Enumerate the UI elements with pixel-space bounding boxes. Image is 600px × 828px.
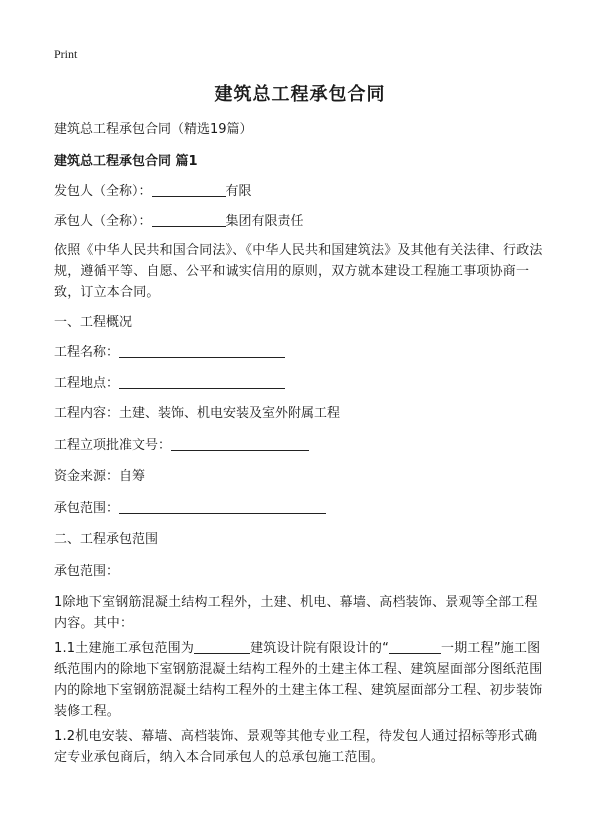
section-heading: 建筑总工程承包合同 篇1: [54, 154, 198, 169]
party-b-suffix: 集团有限责任: [225, 214, 304, 229]
party-b-blank: [152, 213, 226, 227]
item-1-1-blank-2: [389, 640, 441, 654]
document-title: 建筑总工程承包合同: [214, 84, 386, 105]
party-b-label: 承包人（全称）：: [54, 214, 152, 229]
scope-label: 承包范围：: [54, 501, 120, 516]
party-b-line: [54, 213, 304, 231]
item-1-1-part-c: 一期工程”施工图纸范围内的除地下室钢筋混凝土结构工程外的土建主体工程、建筑屋面部分图纸范围内的除地下室钢筋混凝土结构工程外的土建主体工程、建筑屋面部分工程、初步装饰装修工程。: [54, 641, 543, 719]
approval-blank: [171, 437, 309, 451]
approval-line: [54, 437, 309, 455]
party-a-blank: [152, 183, 226, 197]
part1-heading: 一、工程概况: [54, 315, 133, 330]
project-name-label: 工程名称：: [54, 345, 120, 360]
item-1-1: [54, 638, 550, 722]
item-1-1-part-b: 建筑设计院有限设计的“: [250, 641, 390, 656]
item-1-2: 1.2机电安装、幕墙、高档装饰、景观等其他专业工程，待发包人通过招标等形式确定专业承包商后，纳入本合同承包人的总承包施工范围。: [54, 729, 538, 765]
project-site-line: [54, 375, 285, 393]
item-1-1-blank-1: [194, 640, 250, 654]
party-a-line: [54, 183, 252, 201]
document-subtitle: 建筑总工程承包合同（精选19篇）: [54, 122, 253, 137]
item-1-1-part-a: 1.1土建施工承包范围为: [54, 641, 195, 656]
scope-label-2: 承包范围：: [54, 564, 120, 579]
party-a-label: 发包人（全称）：: [54, 184, 152, 199]
project-site-label: 工程地点：: [54, 376, 120, 391]
party-a-suffix: 有限: [225, 184, 252, 199]
scope-line: [54, 500, 326, 518]
approval-label: 工程立项批准文号：: [54, 438, 172, 453]
project-name-blank: [119, 344, 285, 358]
scope-blank: [119, 500, 326, 514]
project-content: 工程内容：土建、装饰、机电安装及室外附属工程: [54, 406, 341, 421]
project-site-blank: [119, 375, 285, 389]
print-link[interactable]: Print: [54, 47, 78, 61]
item-1: 1除地下室钢筋混凝土结构工程外，土建、机电、幕墙、高档装饰、景观等全部工程内容。其中：: [54, 595, 538, 631]
project-name-line: [54, 344, 285, 362]
part2-heading: 二、工程承包范围: [54, 532, 159, 547]
funding-line: 资金来源：自筹: [54, 469, 146, 484]
intro-paragraph: 依照《中华人民共和国合同法》、《中华人民共和国建筑法》及其他有关法律、行政法规，遵循平等、自愿、公平和诚实信用的原则，双方就本建设工程施工事项协商一致，订立本合同。: [54, 243, 543, 300]
